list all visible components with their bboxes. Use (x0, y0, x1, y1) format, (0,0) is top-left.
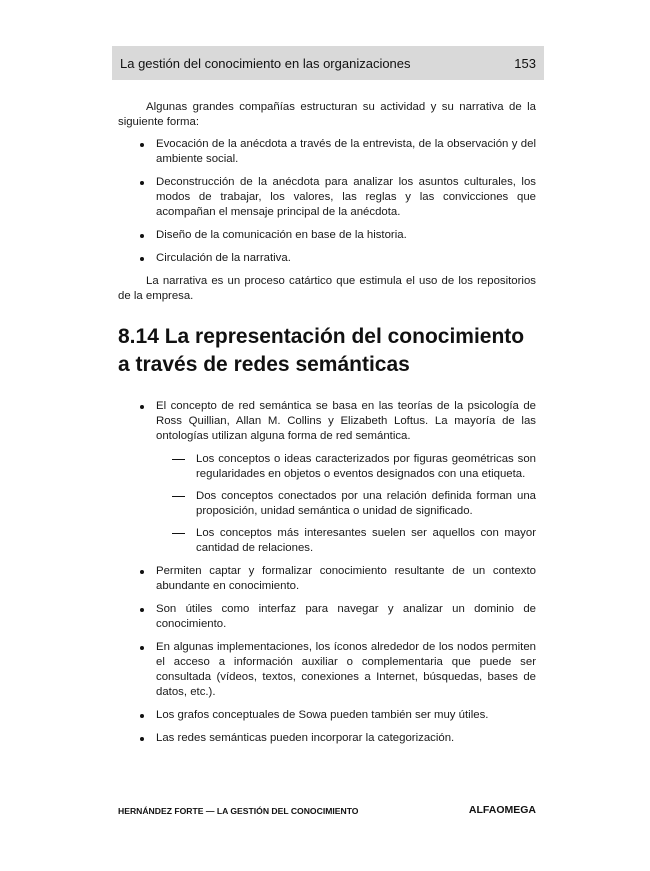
narrative-steps-list (118, 137, 536, 266)
running-header (112, 46, 544, 80)
list-item: Permiten captar y formalizar conocimiento resultante de un contexto abundante en conocimiento. (118, 564, 536, 594)
list-item-text: El concepto de red semántica se basa en las teorías de la psicología de Ross Quillian, Allan M. Collins y Elizabeth Loftus. La mayoría de las ontologías utilizan alguna forma de red semántica. (156, 400, 536, 442)
section-heading: 8.14 La representación del conocimiento a través de redes semánticas (118, 325, 525, 376)
intro-paragraph: Algunas grandes compañías estructuran su actividad y su narrativa de la siguiente forma: (118, 101, 536, 128)
list-item (118, 399, 536, 556)
list-item: Diseño de la comunicación en base de la historia. (118, 228, 536, 243)
list-item: Evocación de la anécdota a través de la entrevista, de la observación y del ambiente social. (118, 137, 536, 167)
sublist-item: Los conceptos más interesantes suelen ser aquellos con mayor cantidad de relaciones. (156, 526, 536, 556)
header-title: La gestión del conocimiento en las organizaciones (120, 55, 411, 71)
list-item: Circulación de la narrativa. (118, 251, 536, 266)
closing-paragraph: La narrativa es un proceso catártico que estimula el uso de los repositorios de la empresa. (118, 275, 536, 302)
list-item: Los grafos conceptuales de Sowa pueden también ser muy útiles. (118, 708, 536, 723)
concept-sublist (156, 452, 536, 556)
sublist-item: Dos conceptos conectados por una relación definida forman una proposición, unidad semántica o unidad de significado. (156, 489, 536, 519)
footer-publisher: ALFAOMEGA (468, 804, 536, 816)
sublist-item: Los conceptos o ideas caracterizados por figuras geométricas son regularidades en objetos o eventos designados con una etiqueta. (156, 452, 536, 482)
page-number: 153 (514, 55, 536, 71)
footer-book-title: HERNÁNDEZ FORTE — LA GESTIÓN DEL CONOCIMIENTO (118, 806, 359, 816)
semantic-networks-list (118, 399, 536, 746)
list-item: En algunas implementaciones, los íconos alrededor de los nodos permiten el acceso a información auxiliar o complementaria que puede ser consultada (vídeos, textos, conexiones a Internet, búsquedas, bases de datos, etc.). (118, 640, 536, 700)
list-item: Deconstrucción de la anécdota para analizar los asuntos culturales, los modos de trabajar, los valores, las reglas y las convicciones que acompañan el mensaje principal de la anécdota. (118, 175, 536, 220)
list-item: Las redes semánticas pueden incorporar la categorización. (118, 731, 536, 746)
list-item: Son útiles como interfaz para navegar y analizar un dominio de conocimiento. (118, 602, 536, 632)
page-body (118, 100, 536, 761)
